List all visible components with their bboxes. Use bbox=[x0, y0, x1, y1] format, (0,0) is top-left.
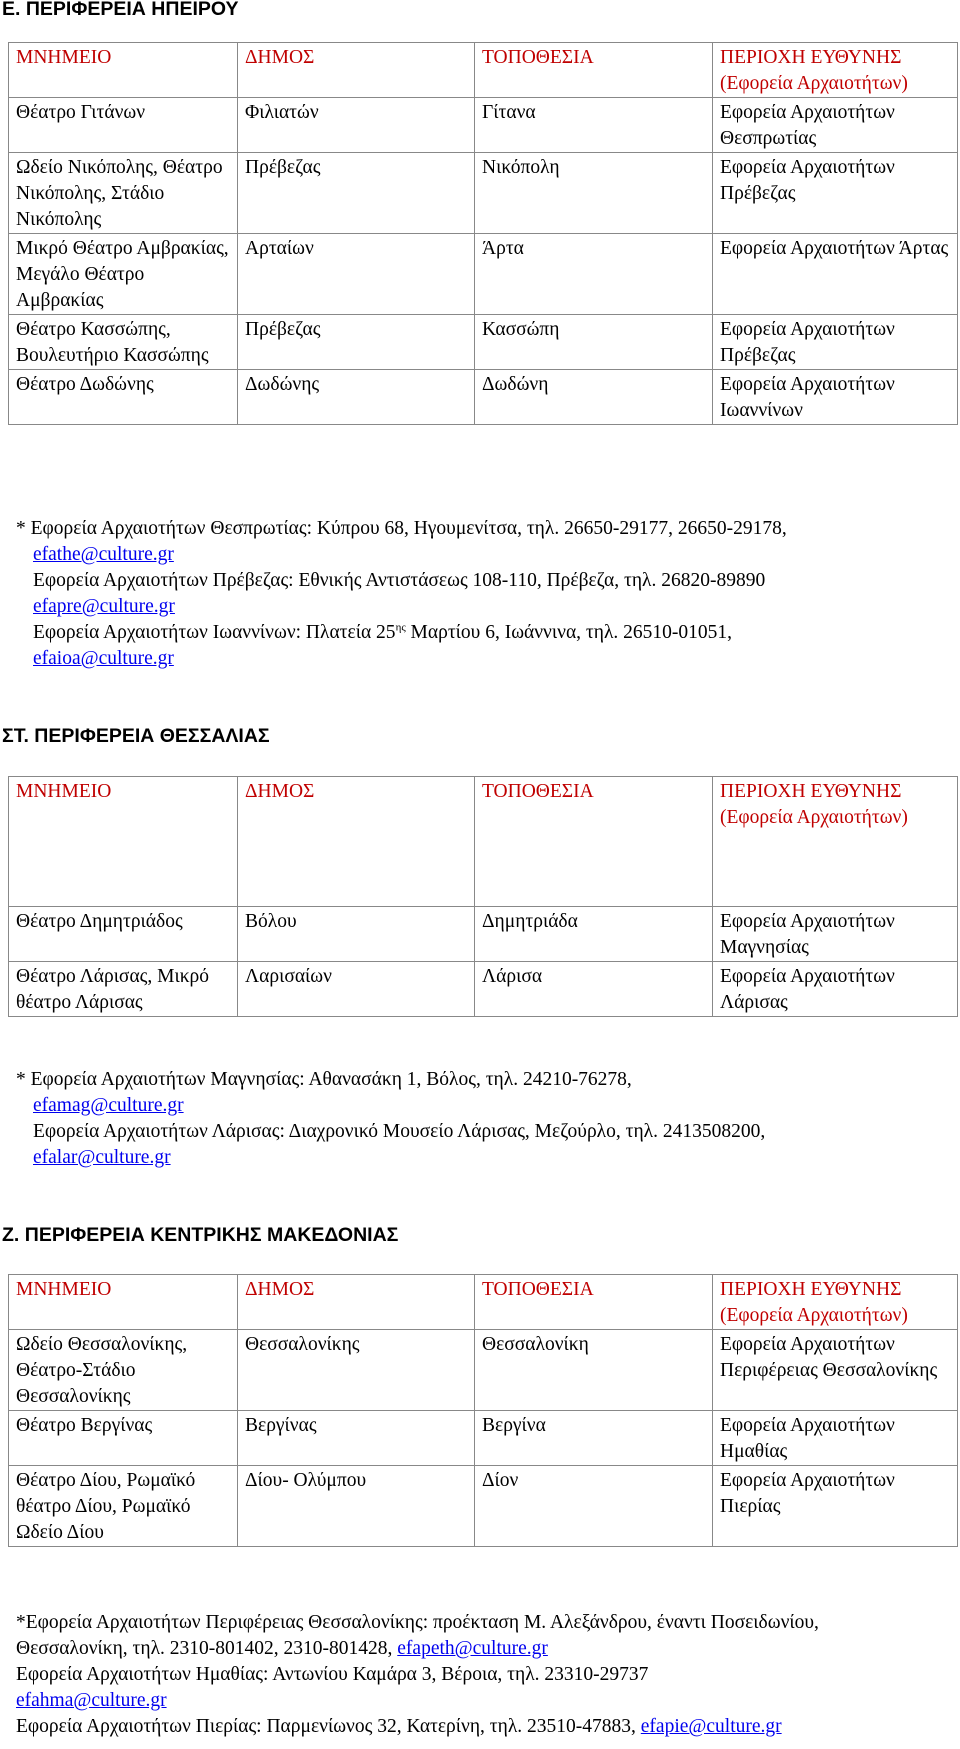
cell-jurisdiction: Εφορεία Αρχαιοτήτων Πιερίας bbox=[713, 1466, 958, 1547]
cell-jurisdiction: Εφορεία Αρχαιοτήτων Πρέβεζας bbox=[713, 153, 958, 234]
contact-line bbox=[16, 1636, 936, 1662]
cell-municipality: Βεργίνας bbox=[238, 1411, 475, 1466]
cell-municipality: Βόλου bbox=[238, 907, 475, 962]
cell-location: Άρτα bbox=[475, 234, 713, 315]
table-row bbox=[9, 962, 958, 1017]
cell-municipality: Λαρισαίων bbox=[238, 962, 475, 1017]
cell-monument: Θέατρο Γιτάνων bbox=[9, 98, 238, 153]
cell-monument: Θέατρο Λάρισας, Μικρό θέατρο Λάρισας bbox=[9, 962, 238, 1017]
header-jurisdiction: ΠΕΡΙΟΧΗ ΕΥΘΥΝΗΣ (Εφορεία Αρχαιοτήτων) bbox=[713, 1275, 958, 1330]
contact-address-cont: Μαρτίου 6, Ιωάννινα, τηλ. 26510-01051, bbox=[405, 622, 733, 643]
monuments-table-central-macedonia bbox=[8, 1274, 958, 1547]
contact-address: * Εφορεία Αρχαιοτήτων Μαγνησίας: Αθανασάκη 1, Βόλος, τηλ. 24210-76278, bbox=[16, 1069, 632, 1090]
table-header-row bbox=[9, 43, 958, 98]
cell-municipality: Φιλιατών bbox=[238, 98, 475, 153]
contact-address: Εφορεία Αρχαιοτήτων Ιωαννίνων: Πλατεία 25 bbox=[33, 622, 396, 643]
section-title-thessaly: ΣΤ. ΠΕΡΙΦΕΡΕΙΑ ΘΕΣΣΑΛΙΑΣ bbox=[2, 725, 270, 747]
email-link[interactable]: efalar@culture.gr bbox=[33, 1147, 171, 1168]
email-link[interactable]: efapre@culture.gr bbox=[33, 596, 175, 617]
header-location: ΤΟΠΟΘΕΣΙΑ bbox=[475, 777, 713, 907]
contact-address: Εφορεία Αρχαιοτήτων Πιερίας: Παρμενίωνος 32, Κατερίνη, τηλ. 23510-47883, bbox=[16, 1716, 636, 1737]
header-municipality: ΔΗΜΟΣ bbox=[238, 43, 475, 98]
cell-municipality: Δωδώνης bbox=[238, 370, 475, 425]
header-monument: ΜΝΗΜΕΙΟ bbox=[9, 43, 238, 98]
contact-line: *Εφορεία Αρχαιοτήτων Περιφέρειας Θεσσαλονίκης: προέκταση Μ. Αλεξάνδρου, έναντι Ποσειδωνίου, bbox=[16, 1612, 819, 1633]
contact-notes-central-macedonia bbox=[16, 1610, 936, 1740]
monuments-table-thessaly bbox=[8, 776, 958, 1017]
email-link[interactable]: efapie@culture.gr bbox=[640, 1716, 782, 1737]
cell-monument: Μικρό Θέατρο Αμβρακίας, Μεγάλο Θέατρο Αμβρακίας bbox=[9, 234, 238, 315]
table-header-row bbox=[9, 777, 958, 907]
table-row bbox=[9, 1466, 958, 1547]
cell-municipality: Δίου- Ολύμπου bbox=[238, 1466, 475, 1547]
contact-address: * Εφορεία Αρχαιοτήτων Θεσπρωτίας: Κύπρου 68, Ηγουμενίτσα, τηλ. 26650-29177, 26650-29178, bbox=[16, 518, 787, 539]
table-row bbox=[9, 98, 958, 153]
cell-monument: Θέατρο Δημητριάδος bbox=[9, 907, 238, 962]
contact-note bbox=[16, 516, 936, 568]
cell-location: Γίτανα bbox=[475, 98, 713, 153]
table-row bbox=[9, 907, 958, 962]
cell-monument: Θέατρο Δίου, Ρωμαϊκό θέατρο Δίου, Ρωμαϊκό Ωδείο Δίου bbox=[9, 1466, 238, 1547]
cell-location: Λάρισα bbox=[475, 962, 713, 1017]
cell-monument: Ωδείο Θεσσαλονίκης, Θέατρο-Στάδιο Θεσσαλονίκης bbox=[9, 1330, 238, 1411]
ordinal-suffix: ης bbox=[395, 621, 406, 634]
monuments-table-epirus bbox=[8, 42, 958, 425]
contact-note bbox=[16, 1119, 936, 1171]
cell-location: Δωδώνη bbox=[475, 370, 713, 425]
cell-jurisdiction: Εφορεία Αρχαιοτήτων Άρτας bbox=[713, 234, 958, 315]
cell-monument: Θέατρο Κασσώπης, Βουλευτήριο Κασσώπης bbox=[9, 315, 238, 370]
header-location: ΤΟΠΟΘΕΣΙΑ bbox=[475, 1275, 713, 1330]
contact-note bbox=[16, 568, 936, 620]
contact-notes-thessaly bbox=[16, 1067, 936, 1171]
cell-location: Κασσώπη bbox=[475, 315, 713, 370]
email-link[interactable]: efathe@culture.gr bbox=[33, 544, 174, 565]
section-title-central-macedonia: Ζ. ΠΕΡΙΦΕΡΕΙΑ ΚΕΝΤΡΙΚΗΣ ΜΑΚΕΔΟΝΙΑΣ bbox=[2, 1224, 399, 1246]
header-jurisdiction: ΠΕΡΙΟΧΗ ΕΥΘΥΝΗΣ (Εφορεία Αρχαιοτήτων) bbox=[713, 43, 958, 98]
cell-municipality: Θεσσαλονίκης bbox=[238, 1330, 475, 1411]
table-header-row bbox=[9, 1275, 958, 1330]
cell-location: Δίον bbox=[475, 1466, 713, 1547]
table-row bbox=[9, 370, 958, 425]
email-link[interactable]: efahma@culture.gr bbox=[16, 1690, 167, 1711]
cell-monument: Θέατρο Βεργίνας bbox=[9, 1411, 238, 1466]
email-link[interactable]: efapeth@culture.gr bbox=[397, 1638, 548, 1659]
table-row bbox=[9, 153, 958, 234]
contact-note bbox=[16, 620, 936, 672]
contact-note bbox=[16, 1067, 936, 1119]
contact-line: Εφορεία Αρχαιοτήτων Ημαθίας: Αντωνίου Καμάρα 3, Βέροια, τηλ. 23310-29737 bbox=[16, 1664, 649, 1685]
cell-monument: Ωδείο Νικόπολης, Θέατρο Νικόπολης, Στάδιο Νικόπολης bbox=[9, 153, 238, 234]
email-link[interactable]: efamag@culture.gr bbox=[33, 1095, 184, 1116]
table-row bbox=[9, 234, 958, 315]
header-location: ΤΟΠΟΘΕΣΙΑ bbox=[475, 43, 713, 98]
contact-address: Θεσσαλονίκη, τηλ. 2310-801402, 2310-801428, bbox=[16, 1638, 393, 1659]
header-municipality: ΔΗΜΟΣ bbox=[238, 777, 475, 907]
cell-location: Θεσσαλονίκη bbox=[475, 1330, 713, 1411]
email-link[interactable]: efaioa@culture.gr bbox=[33, 648, 174, 669]
section-title-epirus: Ε. ΠΕΡΙΦΕΡΕΙΑ ΗΠΕΙΡΟΥ bbox=[2, 0, 239, 20]
cell-jurisdiction: Εφορεία Αρχαιοτήτων Ιωαννίνων bbox=[713, 370, 958, 425]
header-jurisdiction: ΠΕΡΙΟΧΗ ΕΥΘΥΝΗΣ (Εφορεία Αρχαιοτήτων) bbox=[713, 777, 958, 907]
cell-monument: Θέατρο Δωδώνης bbox=[9, 370, 238, 425]
cell-location: Δημητριάδα bbox=[475, 907, 713, 962]
contact-notes-epirus bbox=[16, 516, 936, 672]
cell-municipality: Αρταίων bbox=[238, 234, 475, 315]
header-monument: ΜΝΗΜΕΙΟ bbox=[9, 1275, 238, 1330]
cell-jurisdiction: Εφορεία Αρχαιοτήτων Λάρισας bbox=[713, 962, 958, 1017]
header-monument: ΜΝΗΜΕΙΟ bbox=[9, 777, 238, 907]
table-row bbox=[9, 315, 958, 370]
cell-municipality: Πρέβεζας bbox=[238, 153, 475, 234]
cell-jurisdiction: Εφορεία Αρχαιοτήτων Μαγνησίας bbox=[713, 907, 958, 962]
table-row bbox=[9, 1330, 958, 1411]
contact-address: Εφορεία Αρχαιοτήτων Λάρισας: Διαχρονικό Μουσείο Λάρισας, Μεζούρλο, τηλ. 2413508200, bbox=[33, 1121, 766, 1142]
cell-jurisdiction: Εφορεία Αρχαιοτήτων Θεσπρωτίας bbox=[713, 98, 958, 153]
header-municipality: ΔΗΜΟΣ bbox=[238, 1275, 475, 1330]
cell-jurisdiction: Εφορεία Αρχαιοτήτων Ημαθίας bbox=[713, 1411, 958, 1466]
contact-line bbox=[16, 1714, 936, 1740]
cell-location: Βεργίνα bbox=[475, 1411, 713, 1466]
cell-jurisdiction: Εφορεία Αρχαιοτήτων Πρέβεζας bbox=[713, 315, 958, 370]
cell-municipality: Πρέβεζας bbox=[238, 315, 475, 370]
contact-line bbox=[16, 1688, 936, 1714]
cell-location: Νικόπολη bbox=[475, 153, 713, 234]
table-row bbox=[9, 1411, 958, 1466]
cell-jurisdiction: Εφορεία Αρχαιοτήτων Περιφέρειας Θεσσαλονίκης bbox=[713, 1330, 958, 1411]
contact-address: Εφορεία Αρχαιοτήτων Πρέβεζας: Εθνικής Αντιστάσεως 108-110, Πρέβεζα, τηλ. 26820-89890 bbox=[33, 570, 766, 591]
